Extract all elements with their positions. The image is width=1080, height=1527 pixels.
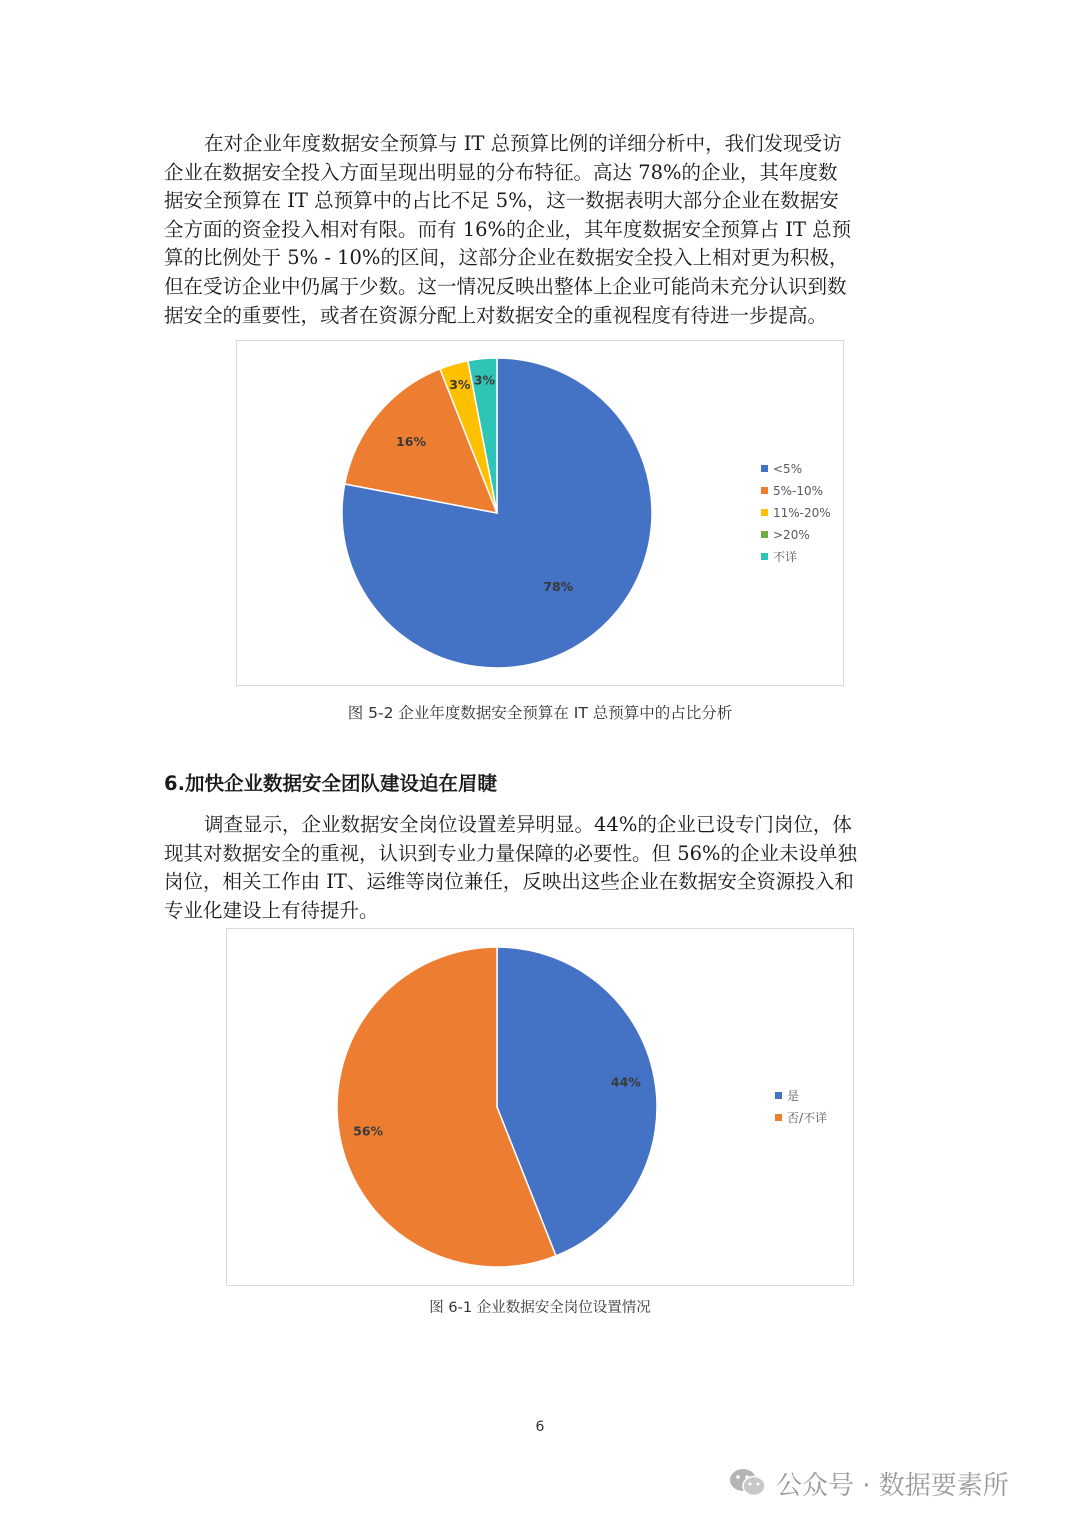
paragraph-line: 在对企业年度数据安全预算与 IT 总预算比例的详细分析中，我们发现受访: [204, 132, 842, 155]
watermark: [728, 1465, 1009, 1501]
paragraph-team-building: [164, 811, 916, 925]
legend-label: >20%: [773, 528, 810, 542]
pie-data-label: 78%: [543, 579, 574, 595]
paragraph-line: 企业在数据安全投入方面呈现出明显的分布特征。高达 78%的企业，其年度数: [164, 160, 838, 184]
legend-label: <5%: [773, 462, 803, 476]
paragraph-line: 调查显示，企业数据安全岗位设置差异明显。44%的企业已设专门岗位，体: [204, 813, 852, 836]
legend-label: 11%-20%: [773, 506, 831, 520]
section-heading: 6.加快企业数据安全团队建设迫在眉睫: [164, 772, 497, 795]
legend-swatch: [775, 1092, 782, 1099]
paragraph-line: 全方面的资金投入相对有限。而有 16%的企业，其年度数据安全预算占 IT 总预: [164, 217, 852, 241]
paragraph-line: 据安全的重要性，或者在资源分配上对数据安全的重视程度有待进一步提高。: [164, 303, 828, 327]
page-number: 6: [535, 1419, 545, 1435]
legend-swatch: [761, 553, 768, 560]
legend-swatch: [761, 531, 768, 538]
wechat-icon: [728, 1467, 768, 1499]
position-pie-chart-frame: [226, 928, 854, 1286]
figure-caption: 图 6-1 企业数据安全岗位设置情况: [429, 1300, 651, 1316]
pie-data-label: 3%: [449, 376, 471, 392]
pie-data-label: 16%: [396, 433, 426, 449]
legend-label: 否/不详: [787, 1111, 828, 1125]
paragraph-line: 岗位，相关工作由 IT、运维等岗位兼任，反映出这些企业在数据安全资源投入和: [164, 870, 854, 894]
budget-pie-chart-frame: [236, 340, 844, 686]
figure-caption: 图 5-2 企业年度数据安全预算在 IT 总预算中的占比分析: [347, 704, 733, 722]
pie-data-label: 44%: [610, 1074, 641, 1090]
legend-label: 5%-10%: [773, 484, 824, 498]
watermark-text: 公众号 · 数据要素所: [776, 1470, 1009, 1501]
paragraph-line: 据安全预算在 IT 总预算中的占比不足 5%，这一数据表明大部分企业在数据安: [164, 189, 839, 213]
position-pie-chart: [227, 929, 853, 1285]
paragraph-budget-analysis: [164, 130, 916, 330]
paragraph-line: 现其对数据安全的重视，认识到专业力量保障的必要性。但 56%的企业未设单独: [164, 841, 858, 865]
legend-label: 是: [787, 1089, 800, 1103]
paragraph-line: 专业化建设上有待提升。: [164, 898, 379, 922]
legend-swatch: [775, 1114, 782, 1121]
legend-swatch: [761, 509, 768, 516]
pie-data-label: 56%: [353, 1123, 384, 1139]
legend-swatch: [761, 465, 768, 472]
pie-data-label: 3%: [473, 372, 496, 388]
legend-label: 不详: [773, 550, 798, 564]
budget-pie-chart: [237, 341, 843, 685]
legend-swatch: [761, 487, 768, 494]
paragraph-line: 算的比例处于 5% - 10%的区间，这部分企业在数据安全投入上相对更为积极，: [164, 246, 849, 270]
paragraph-line: 但在受访企业中仍属于少数。这一情况反映出整体上企业可能尚未充分认识到数: [164, 274, 847, 298]
